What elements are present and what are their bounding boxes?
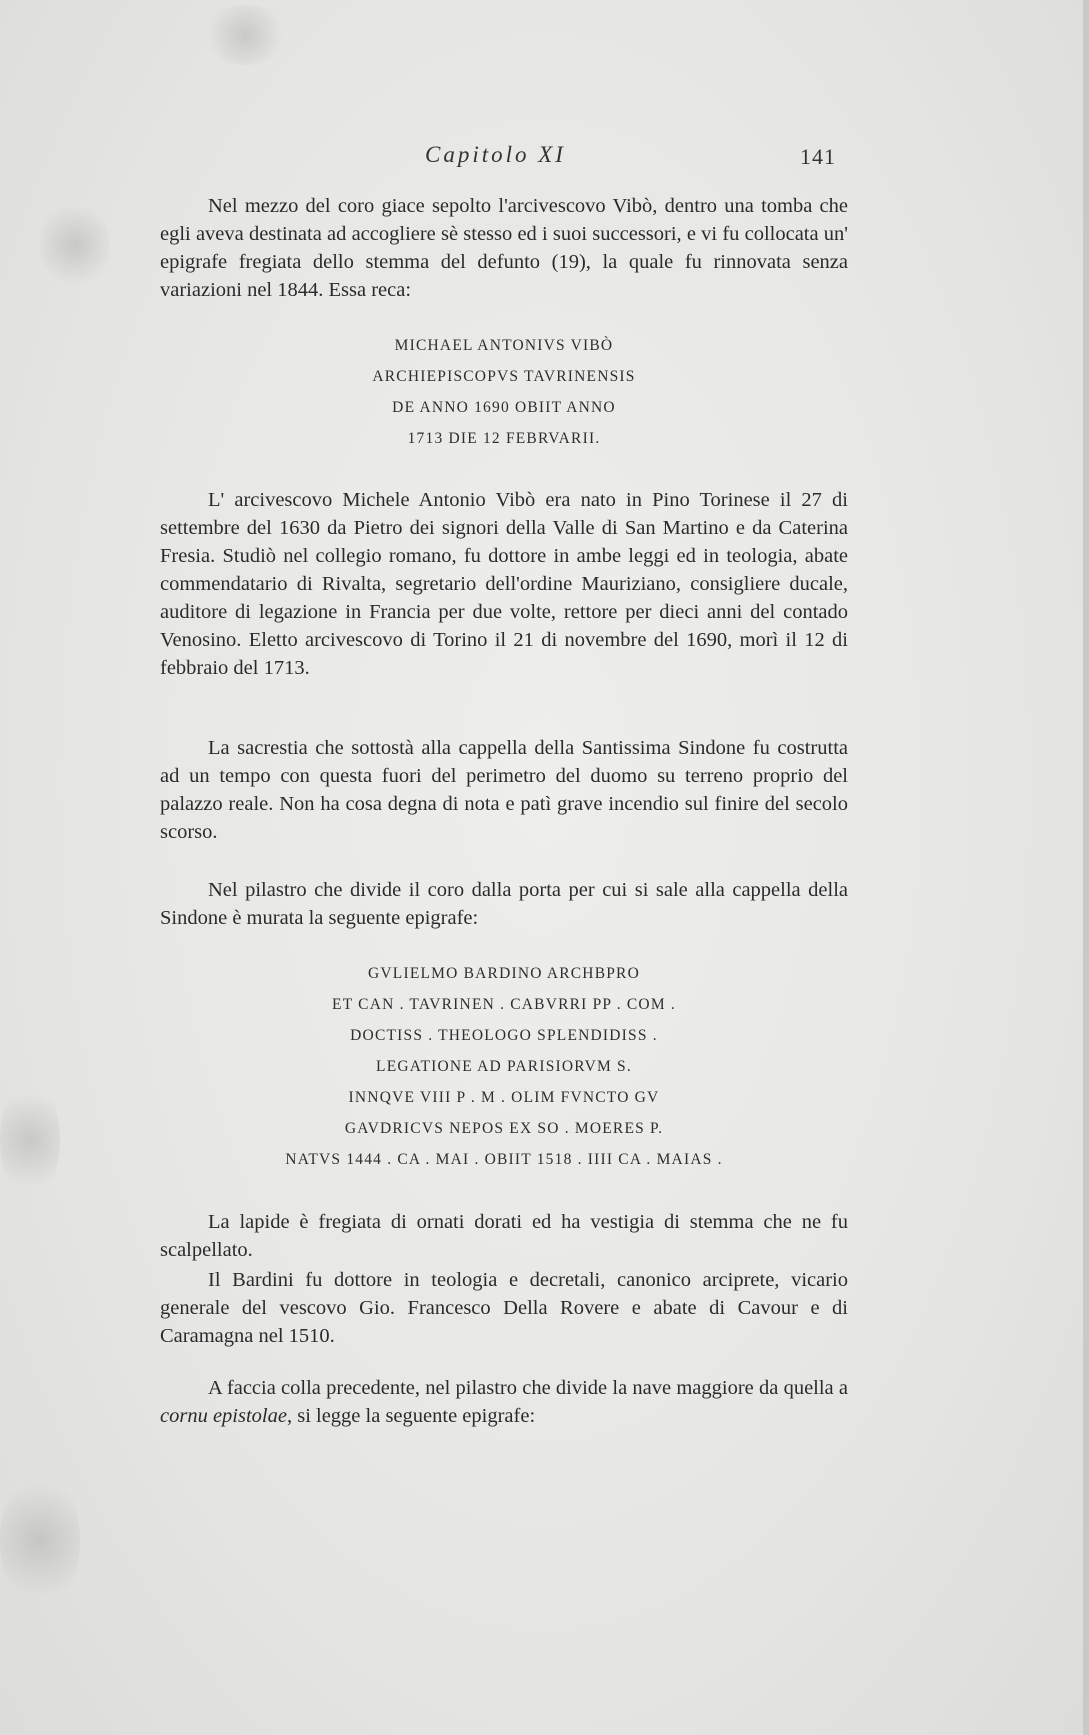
paragraph-bardini: Il Bardini fu dottore in teologia e decretali, canonico arciprete, vicario generale del vescovo Gio. Francesco Della Rovere e abate di Cavour e di Caramagna nel 1510.	[160, 1269, 848, 1347]
scan-smudge	[0, 1080, 60, 1200]
paragraph-text: , si legge la seguente epigrafe:	[286, 1405, 536, 1427]
epigraph-line: INNQVE VIII P . M . OLIM FVNCTO GV	[348, 1089, 660, 1106]
page-number: 141	[800, 144, 836, 169]
scan-smudge	[40, 200, 110, 290]
epigraph-vibo	[160, 330, 848, 454]
paragraph-pillar-epigraph: Nel pilastro che divide il coro dalla porta per cui si sale alla cappella della Sindone è murata la seguente epigrafe:	[160, 879, 848, 929]
epigraph-line: MICHAEL ANTONIVS VIBÒ	[394, 337, 614, 354]
paragraph-facing-epigraph	[160, 1374, 848, 1430]
paragraph-sacristy: La sacrestia che sottostà alla cappella della Santissima Sindone fu costrutta ad un tempo con questa fuori del perimetro del duomo su terreno proprio del palazzo reale. Non ha cosa degna di nota e patì grave incendio sul finire del secolo scorso.	[160, 737, 848, 843]
epigraph-bardino	[160, 958, 848, 1175]
running-header	[0, 142, 1089, 174]
paragraph-vibo-tomb: Nel mezzo del coro giace sepolto l'arcivescovo Vibò, dentro una tomba che egli aveva destinata ad accogliere sè stesso ed i suoi successori, e vi fu collocata un' epigrafe fregiata dello stemma del defunto (19), la quale fu rinnovata senza variazioni nel 1844. Essa reca:	[160, 195, 848, 301]
epigraph-line: LEGATIONE AD PARISIORVM S.	[376, 1058, 632, 1075]
chapter-title: Capitolo XI	[425, 142, 566, 167]
scan-smudge	[0, 1470, 80, 1610]
epigraph-line: DE ANNO 1690 OBIIT ANNO	[392, 399, 616, 416]
epigraph-line: 1713 DIE 12 FEBRVARII.	[407, 430, 601, 447]
epigraph-line: ARCHIEPISCOPVS TAVRINENSIS	[372, 368, 636, 385]
paragraph-tablet: La lapide è fregiata di ornati dorati ed ha vestigia di stemma che ne fu scalpellato.	[160, 1211, 848, 1261]
epigraph-line: NATVS 1444 . CA . MAI . OBIIT 1518 . IIII CA . MAIAS .	[285, 1151, 723, 1168]
paragraph-text: A faccia colla precedente, nel pilastro che divide la nave maggiore da quella a	[208, 1377, 848, 1399]
latin-phrase: cornu epistolae	[160, 1405, 287, 1427]
epigraph-line: GVLIELMO BARDINO ARCHBPRO	[368, 965, 640, 982]
epigraph-line: GAVDRICVS NEPOS EX SO . MOERES P.	[344, 1120, 664, 1137]
scan-smudge	[200, 5, 290, 65]
epigraph-line: ET CAN . TAVRINEN . CABVRRI PP . COM .	[332, 996, 676, 1013]
page-edge-shadow	[1083, 0, 1089, 1735]
epigraph-line: DOCTISS . THEOLOGO SPLENDIDISS .	[350, 1027, 658, 1044]
paragraph-vibo-biography: L' arcivescovo Michele Antonio Vibò era nato in Pino Torinese il 27 di settembre del 1630 da Pietro dei signori della Valle di San Martino e da Caterina Fresia. Studiò nel collegio romano, fu dottore in ambe leggi ed in teologia, abate commendatario di Rivalta, segretario dell'ordine Mauriziano, consigliere ducale, auditore di legazione in Francia per due volte, rettore per dieci anni del contado Venosino. Eletto arcivescovo di Torino il 21 di novembre del 1690, morì il 12 di febbraio del 1713.	[160, 489, 848, 679]
